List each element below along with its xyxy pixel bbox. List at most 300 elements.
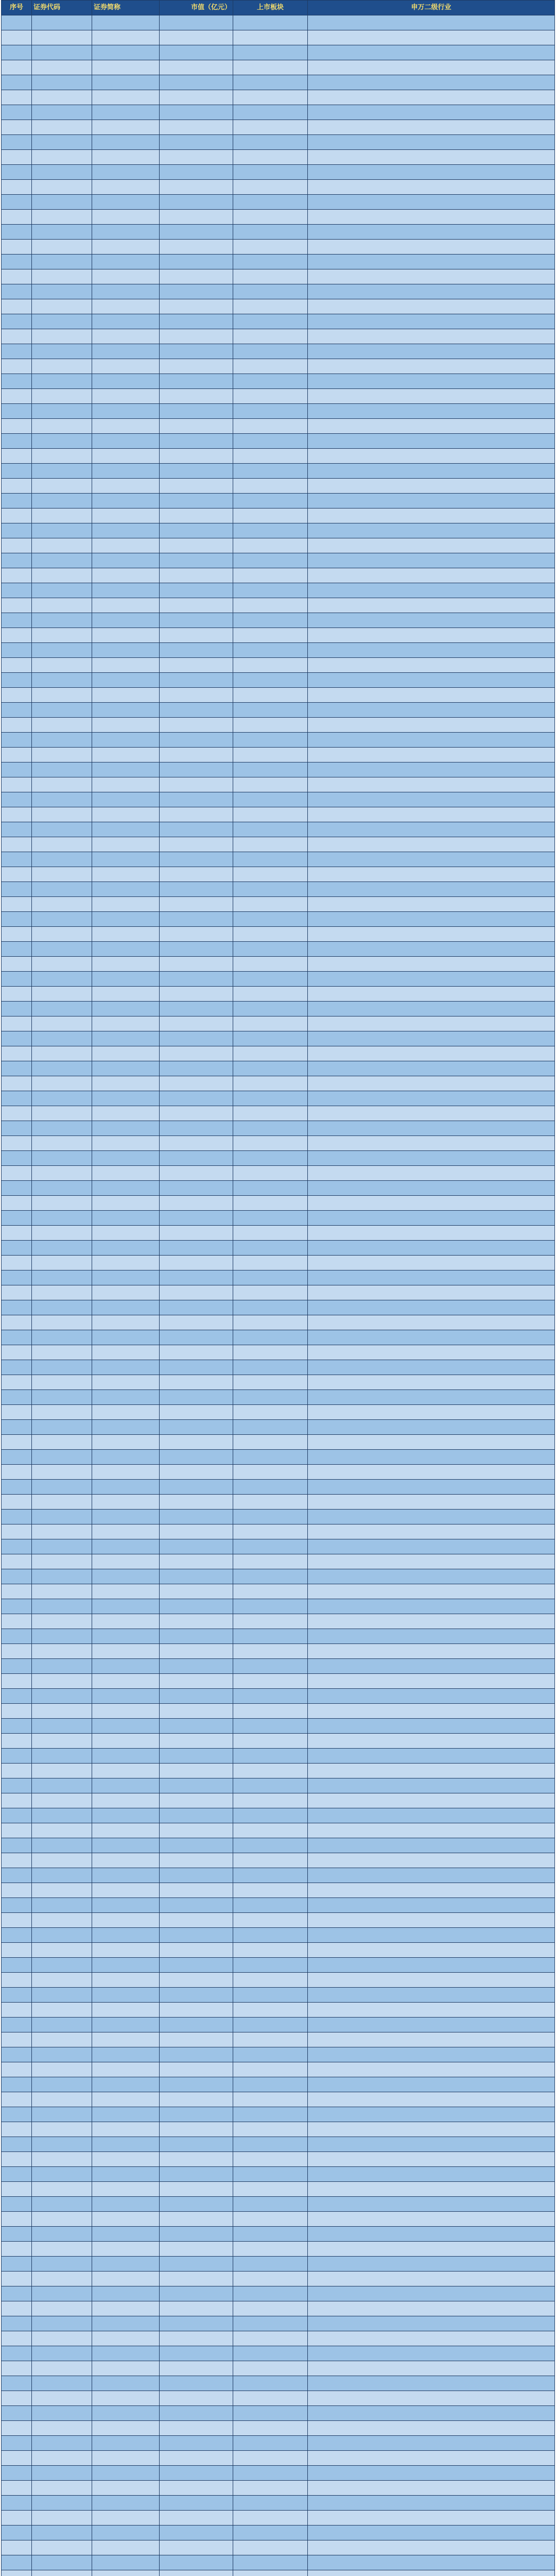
row-code [32, 1913, 92, 1928]
row-board [233, 2511, 308, 2526]
row-board [233, 792, 308, 807]
row-board [233, 658, 308, 673]
table-row [2, 897, 555, 912]
row-code [32, 942, 92, 957]
row-index [2, 912, 32, 927]
row-market-cap [160, 105, 233, 120]
table-row [2, 2242, 555, 2257]
row-name [92, 2286, 160, 2301]
row-code [32, 2077, 92, 2092]
row-industry [308, 1898, 555, 1913]
row-market-cap [160, 1360, 233, 1375]
row-industry [308, 404, 555, 419]
row-name [92, 1121, 160, 1136]
row-market-cap [160, 1913, 233, 1928]
row-market-cap [160, 1793, 233, 1808]
row-industry [308, 195, 555, 210]
row-market-cap [160, 1121, 233, 1136]
row-name [92, 2077, 160, 2092]
row-market-cap [160, 284, 233, 299]
row-market-cap [160, 1226, 233, 1241]
table-row [2, 912, 555, 927]
row-index [2, 1883, 32, 1898]
row-name [92, 464, 160, 479]
table-row [2, 2018, 555, 2032]
row-code [32, 1629, 92, 1644]
row-industry [308, 718, 555, 733]
table-row [2, 1315, 555, 1330]
table-row [2, 867, 555, 882]
row-code [32, 1734, 92, 1749]
row-name [92, 2451, 160, 2466]
row-index [2, 1644, 32, 1659]
row-board [233, 957, 308, 972]
row-code [32, 2212, 92, 2227]
row-board [233, 1704, 308, 1719]
row-market-cap [160, 942, 233, 957]
row-index [2, 1465, 32, 1480]
row-name [92, 942, 160, 957]
row-index [2, 643, 32, 658]
row-index [2, 2451, 32, 2466]
row-industry [308, 1629, 555, 1644]
row-industry [308, 2032, 555, 2047]
table-row [2, 1569, 555, 1584]
row-name [92, 1554, 160, 1569]
row-index [2, 2331, 32, 2346]
row-industry [308, 688, 555, 703]
row-board [233, 1838, 308, 1853]
table-row [2, 1823, 555, 1838]
row-market-cap [160, 60, 233, 75]
row-index [2, 1166, 32, 1181]
row-industry [308, 1166, 555, 1181]
table-row [2, 374, 555, 389]
row-industry [308, 777, 555, 792]
row-market-cap [160, 867, 233, 882]
row-industry [308, 912, 555, 927]
row-industry [308, 2301, 555, 2316]
table-row [2, 1435, 555, 1450]
table-row [2, 105, 555, 120]
row-name [92, 1749, 160, 1764]
row-index [2, 150, 32, 165]
row-index [2, 359, 32, 374]
row-index [2, 792, 32, 807]
row-board [233, 1121, 308, 1136]
row-name [92, 1524, 160, 1539]
row-name [92, 165, 160, 180]
table-row [2, 1300, 555, 1315]
row-market-cap [160, 897, 233, 912]
row-market-cap [160, 777, 233, 792]
row-market-cap [160, 792, 233, 807]
row-name [92, 972, 160, 987]
row-board [233, 1988, 308, 2003]
row-index [2, 1390, 32, 1405]
row-index [2, 1928, 32, 1943]
row-industry [308, 1002, 555, 1016]
row-name [92, 60, 160, 75]
row-name [92, 777, 160, 792]
row-code [32, 598, 92, 613]
row-board [233, 105, 308, 120]
row-name [92, 1420, 160, 1435]
table-row [2, 1584, 555, 1599]
row-index [2, 718, 32, 733]
table-row [2, 2092, 555, 2107]
row-industry [308, 1749, 555, 1764]
row-industry [308, 1943, 555, 1958]
row-market-cap [160, 434, 233, 449]
row-industry [308, 1838, 555, 1853]
row-code [32, 1166, 92, 1181]
row-code [32, 1285, 92, 1300]
row-name [92, 957, 160, 972]
row-market-cap [160, 688, 233, 703]
table-row [2, 2227, 555, 2242]
row-market-cap [160, 1629, 233, 1644]
row-board [233, 374, 308, 389]
row-code [32, 2167, 92, 2182]
table-row [2, 1943, 555, 1958]
row-name [92, 195, 160, 210]
row-board [233, 628, 308, 643]
row-industry [308, 1599, 555, 1614]
row-market-cap [160, 509, 233, 523]
row-industry [308, 733, 555, 748]
row-index [2, 1016, 32, 1031]
header-board: 上市板块 [233, 1, 308, 15]
row-board [233, 1510, 308, 1524]
row-industry [308, 1913, 555, 1928]
row-index [2, 688, 32, 703]
row-index [2, 957, 32, 972]
row-industry [308, 1390, 555, 1405]
row-industry [308, 1659, 555, 1674]
row-code [32, 912, 92, 927]
table-row [2, 479, 555, 494]
row-market-cap [160, 1958, 233, 1973]
row-market-cap [160, 1166, 233, 1181]
row-industry [308, 568, 555, 583]
table-row [2, 1853, 555, 1868]
row-market-cap [160, 807, 233, 822]
row-industry [308, 2555, 555, 2570]
row-index [2, 1838, 32, 1853]
table-row [2, 1644, 555, 1659]
row-market-cap [160, 852, 233, 867]
row-market-cap [160, 269, 233, 284]
table-row [2, 882, 555, 897]
row-market-cap [160, 494, 233, 509]
row-industry [308, 434, 555, 449]
row-board [233, 1241, 308, 1256]
table-row [2, 509, 555, 523]
row-code [32, 822, 92, 837]
row-industry [308, 314, 555, 329]
row-index [2, 389, 32, 404]
row-code [32, 613, 92, 628]
row-board [233, 1958, 308, 1973]
row-code [32, 1315, 92, 1330]
row-name [92, 1061, 160, 1076]
row-index [2, 1853, 32, 1868]
row-industry [308, 867, 555, 882]
row-market-cap [160, 1151, 233, 1166]
row-code [32, 2018, 92, 2032]
row-board [233, 2077, 308, 2092]
row-board [233, 1554, 308, 1569]
row-index [2, 2421, 32, 2436]
row-name [92, 374, 160, 389]
row-industry [308, 464, 555, 479]
row-industry [308, 1973, 555, 1988]
row-code [32, 1136, 92, 1151]
row-code [32, 90, 92, 105]
row-board [233, 2047, 308, 2062]
row-code [32, 1868, 92, 1883]
row-name [92, 1405, 160, 1420]
row-code [32, 240, 92, 255]
row-board [233, 509, 308, 523]
row-industry [308, 165, 555, 180]
row-market-cap [160, 718, 233, 733]
row-industry [308, 2511, 555, 2526]
row-name [92, 2152, 160, 2167]
row-industry [308, 1076, 555, 1091]
row-index [2, 882, 32, 897]
table-row [2, 1241, 555, 1256]
row-code [32, 2540, 92, 2555]
row-name [92, 1778, 160, 1793]
row-index [2, 1151, 32, 1166]
row-industry [308, 2137, 555, 2152]
row-market-cap [160, 1883, 233, 1898]
row-code [32, 1689, 92, 1704]
row-index [2, 2062, 32, 2077]
row-industry [308, 1928, 555, 1943]
row-industry [308, 2167, 555, 2182]
row-market-cap [160, 1285, 233, 1300]
row-index [2, 75, 32, 90]
row-index [2, 30, 32, 45]
table-row [2, 2182, 555, 2197]
row-code [32, 344, 92, 359]
row-market-cap [160, 1853, 233, 1868]
row-code [32, 314, 92, 329]
row-code [32, 1599, 92, 1614]
row-code [32, 269, 92, 284]
row-board [233, 314, 308, 329]
row-index [2, 1405, 32, 1420]
row-industry [308, 120, 555, 135]
row-board [233, 1270, 308, 1285]
table-row [2, 1539, 555, 1554]
row-industry [308, 1853, 555, 1868]
row-index [2, 1973, 32, 1988]
row-industry [308, 494, 555, 509]
row-index [2, 568, 32, 583]
row-name [92, 553, 160, 568]
table-row [2, 1554, 555, 1569]
row-name [92, 2376, 160, 2391]
row-market-cap [160, 2062, 233, 2077]
row-index [2, 2555, 32, 2570]
row-board [233, 2555, 308, 2570]
row-index [2, 2003, 32, 2018]
row-board [233, 1181, 308, 1196]
row-name [92, 225, 160, 240]
table-row [2, 2032, 555, 2047]
row-name [92, 90, 160, 105]
row-name [92, 2018, 160, 2032]
row-market-cap [160, 1345, 233, 1360]
row-code [32, 2376, 92, 2391]
row-board [233, 2331, 308, 2346]
row-board [233, 1495, 308, 1510]
row-market-cap [160, 2526, 233, 2540]
row-industry [308, 1345, 555, 1360]
row-code [32, 2227, 92, 2242]
table-row [2, 240, 555, 255]
table-row [2, 225, 555, 240]
row-market-cap [160, 1031, 233, 1046]
row-market-cap [160, 2481, 233, 2496]
row-board [233, 2376, 308, 2391]
row-code [32, 2496, 92, 2511]
row-code [32, 1764, 92, 1778]
table-row [2, 1091, 555, 1106]
row-index [2, 2466, 32, 2481]
row-industry [308, 2257, 555, 2272]
row-name [92, 2540, 160, 2555]
row-name [92, 1734, 160, 1749]
table-row [2, 1256, 555, 1270]
row-code [32, 1031, 92, 1046]
row-name [92, 1808, 160, 1823]
row-name [92, 1480, 160, 1495]
row-market-cap [160, 2152, 233, 2167]
row-industry [308, 2003, 555, 2018]
row-board [233, 1868, 308, 1883]
row-index [2, 1734, 32, 1749]
row-board [233, 2197, 308, 2212]
row-name [92, 1928, 160, 1943]
row-name [92, 1793, 160, 1808]
row-code [32, 1644, 92, 1659]
row-code [32, 509, 92, 523]
row-code [32, 105, 92, 120]
row-code [32, 2436, 92, 2451]
row-market-cap [160, 1599, 233, 1614]
row-name [92, 389, 160, 404]
row-index [2, 2316, 32, 2331]
table-row [2, 1031, 555, 1046]
table-row [2, 987, 555, 1002]
row-market-cap [160, 762, 233, 777]
row-code [32, 568, 92, 583]
row-code [32, 1973, 92, 1988]
table-row [2, 1106, 555, 1121]
table-row [2, 1181, 555, 1196]
table-row [2, 1734, 555, 1749]
row-market-cap [160, 1749, 233, 1764]
row-market-cap [160, 1256, 233, 1270]
stock-table [1, 0, 555, 2576]
row-index [2, 90, 32, 105]
row-industry [308, 1106, 555, 1121]
row-industry [308, 1495, 555, 1510]
table-row [2, 1420, 555, 1435]
row-market-cap [160, 2272, 233, 2286]
row-industry [308, 449, 555, 464]
row-market-cap [160, 1554, 233, 1569]
table-row [2, 703, 555, 718]
table-row [2, 494, 555, 509]
row-market-cap [160, 882, 233, 897]
table-row [2, 1704, 555, 1719]
row-market-cap [160, 2197, 233, 2212]
row-index [2, 2077, 32, 2092]
row-market-cap [160, 2227, 233, 2242]
row-industry [308, 927, 555, 942]
row-code [32, 2003, 92, 2018]
row-industry [308, 2451, 555, 2466]
row-index [2, 195, 32, 210]
row-industry [308, 2047, 555, 2062]
table-row [2, 1046, 555, 1061]
row-market-cap [160, 165, 233, 180]
table-row [2, 658, 555, 673]
table-row [2, 449, 555, 464]
table-row [2, 1868, 555, 1883]
row-name [92, 2257, 160, 2272]
row-code [32, 643, 92, 658]
row-board [233, 598, 308, 613]
row-code [32, 1614, 92, 1629]
row-code [32, 1016, 92, 1031]
row-board [233, 15, 308, 30]
row-market-cap [160, 374, 233, 389]
row-index [2, 658, 32, 673]
row-board [233, 2003, 308, 2018]
table-row [2, 2137, 555, 2152]
row-index [2, 135, 32, 150]
table-row [2, 180, 555, 195]
row-market-cap [160, 1510, 233, 1524]
table-row [2, 1614, 555, 1629]
row-industry [308, 1554, 555, 1569]
row-market-cap [160, 1584, 233, 1599]
row-industry [308, 2496, 555, 2511]
table-row [2, 1793, 555, 1808]
row-name [92, 1360, 160, 1375]
row-name [92, 1883, 160, 1898]
row-index [2, 1569, 32, 1584]
row-name [92, 568, 160, 583]
row-market-cap [160, 927, 233, 942]
row-index [2, 2570, 32, 2576]
row-index [2, 1375, 32, 1390]
row-industry [308, 807, 555, 822]
row-market-cap [160, 1002, 233, 1016]
row-index [2, 1584, 32, 1599]
row-code [32, 2451, 92, 2466]
row-market-cap [160, 479, 233, 494]
row-index [2, 2406, 32, 2421]
table-row [2, 2257, 555, 2272]
